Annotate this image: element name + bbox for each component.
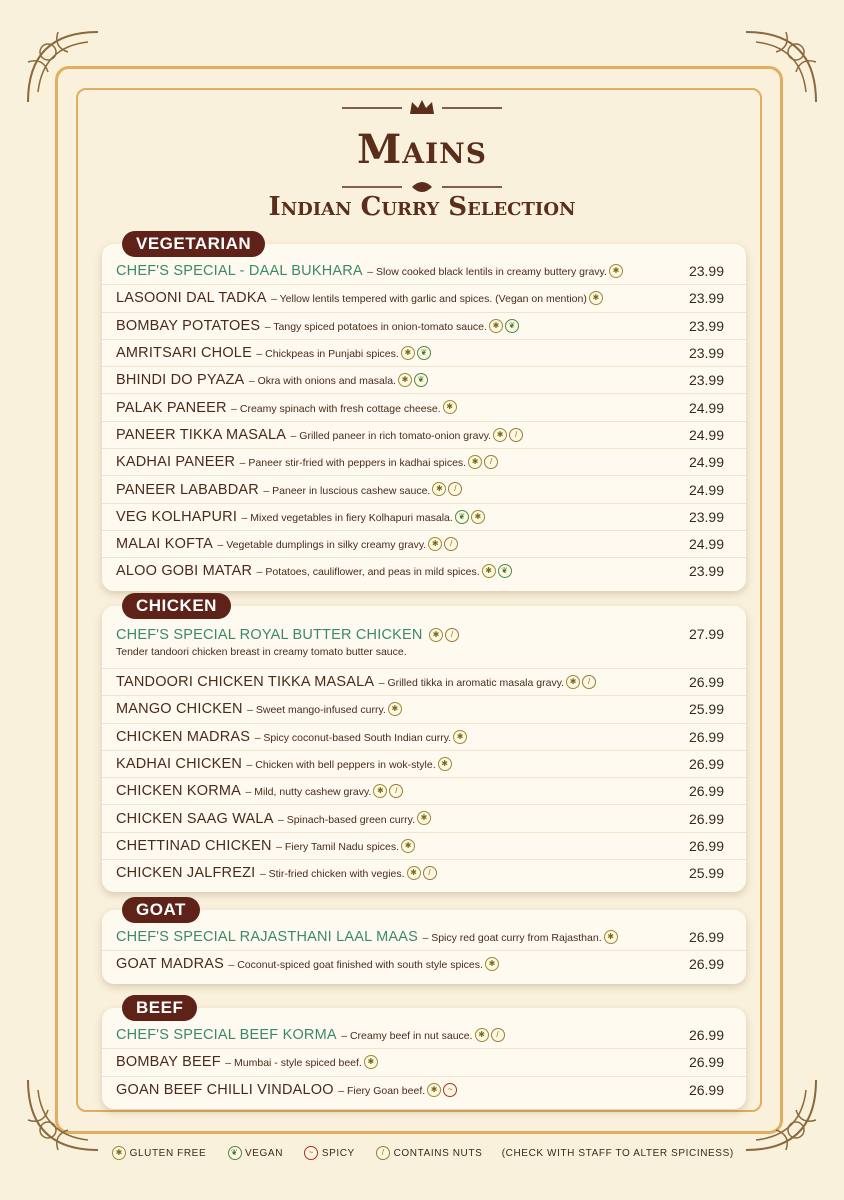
- menu-item-row: [102, 422, 746, 449]
- menu-item-text: [116, 262, 664, 280]
- menu-item-row: [102, 724, 746, 751]
- menu-item-row: [102, 696, 746, 723]
- leaf-icon: ❦: [414, 373, 428, 387]
- item-name: BOMBAY POTATOES: [116, 317, 261, 334]
- item-description: – Slow cooked black lentils in creamy buttery gravy.: [367, 266, 607, 279]
- chili-icon: ~: [304, 1146, 318, 1160]
- item-price: 23.99: [688, 317, 724, 334]
- nut-icon: /: [376, 1146, 390, 1160]
- legend: [0, 1146, 844, 1160]
- menu-item-row: [102, 504, 746, 531]
- nut-icon: /: [423, 866, 437, 880]
- menu-item-text: [116, 535, 664, 553]
- item-description: – Paneer stir-fried with peppers in kadhai spices.: [239, 457, 467, 470]
- leaf-icon: ❦: [417, 346, 431, 360]
- menu-item-row: [102, 313, 746, 340]
- item-price: 25.99: [688, 701, 724, 718]
- leaf-icon: ❦: [498, 564, 512, 578]
- menu-item-text: [116, 481, 664, 499]
- legend-gluten-free: GLUTEN FREE: [129, 1147, 207, 1159]
- menu-item-text: [116, 755, 664, 773]
- menu-item-text: [116, 317, 664, 335]
- item-description: – Creamy spinach with fresh cottage cheese.: [231, 402, 441, 415]
- menu-item-row: [102, 1077, 746, 1103]
- menu-item-text: [116, 928, 664, 946]
- item-description: – Grilled paneer in rich tomato-onion gravy.: [290, 429, 492, 442]
- page-title: Mains: [357, 126, 487, 173]
- item-description: – Potatoes, cauliflower, and peas in mild spices.: [256, 566, 480, 579]
- item-description: – Creamy beef in nut sauce.: [341, 1030, 473, 1043]
- wheat-icon: ✱: [428, 537, 442, 551]
- section-chicken: [102, 596, 746, 892]
- nut-icon: /: [444, 537, 458, 551]
- menu-item-text: [116, 453, 664, 471]
- item-name: MALAI KOFTA: [116, 536, 214, 553]
- nut-icon: /: [582, 675, 596, 689]
- item-description: – Grilled tikka in aromatic masala gravy.: [378, 677, 565, 690]
- menu-item-text: [116, 1053, 664, 1071]
- menu-item-text: [116, 700, 664, 718]
- wheat-icon: ✱: [443, 400, 457, 414]
- item-price: 26.99: [688, 929, 724, 946]
- item-name: KADHAI PANEER: [116, 454, 236, 471]
- nut-icon: /: [445, 628, 459, 642]
- item-name: CHEF'S SPECIAL ROYAL BUTTER CHICKEN: [116, 627, 423, 643]
- wheat-icon: ✱: [471, 510, 485, 524]
- item-price: 23.99: [688, 563, 724, 580]
- wheat-icon: ✱: [453, 730, 467, 744]
- item-description: – Mixed vegetables in fiery Kolhapuri masala.: [241, 511, 453, 524]
- wheat-icon: ✱: [604, 930, 618, 944]
- menu-item-row: [102, 1022, 746, 1049]
- item-description: – Yellow lentils tempered with garlic and spices. (Vegan on mention): [271, 293, 587, 306]
- wheat-icon: ✱: [401, 346, 415, 360]
- item-name: AMRITSARI CHOLE: [116, 345, 252, 362]
- menu-item-text: [116, 508, 664, 526]
- menu-item-row: [102, 449, 746, 476]
- wheat-icon: ✱: [427, 1083, 441, 1097]
- item-description: – Spinach-based green curry.: [278, 813, 415, 826]
- item-price: 23.99: [688, 290, 724, 307]
- section-vegetarian: [102, 234, 746, 591]
- item-description: – Sweet mango-infused curry.: [247, 704, 386, 717]
- item-price: 26.99: [688, 674, 724, 691]
- item-price: 26.99: [688, 756, 724, 773]
- item-price: 23.99: [688, 345, 724, 362]
- section-card: [102, 244, 746, 591]
- leaf-icon: ❦: [228, 1146, 242, 1160]
- menu-item-row: [102, 1049, 746, 1076]
- item-name: ALOO GOBI MATAR: [116, 563, 253, 580]
- wheat-icon: ✱: [475, 1028, 489, 1042]
- wheat-icon: ✱: [429, 628, 443, 642]
- menu-item-row: [102, 833, 746, 860]
- leaf-icon: ❦: [505, 319, 519, 333]
- item-name: CHICKEN MADRAS: [116, 728, 251, 745]
- item-description: – Spicy coconut-based South Indian curry.: [254, 731, 452, 744]
- item-name: CHEF'S SPECIAL RAJASTHANI LAAL MAAS: [116, 929, 418, 946]
- item-price: 26.99: [688, 1054, 724, 1071]
- wheat-icon: ✱: [398, 373, 412, 387]
- menu-item-row: [102, 669, 746, 696]
- item-name: CHICKEN KORMA: [116, 783, 242, 800]
- wheat-icon: ✱: [401, 839, 415, 853]
- item-price: 23.99: [688, 508, 724, 525]
- menu-item-text: [116, 673, 664, 691]
- wheat-icon: ✱: [609, 264, 623, 278]
- wheat-icon: ✱: [485, 957, 499, 971]
- item-description: – Chicken with bell peppers in wok-style.: [246, 759, 436, 772]
- item-name: PALAK PANEER: [116, 399, 227, 416]
- menu-item-row: [102, 476, 746, 503]
- item-price: 24.99: [688, 536, 724, 553]
- wheat-icon: ✱: [493, 428, 507, 442]
- item-price: 23.99: [688, 263, 724, 280]
- item-price: 26.99: [688, 728, 724, 745]
- item-description: Tender tandoori chicken breast in creamy tomato butter sauce.: [116, 646, 407, 658]
- menu-item-row: [102, 620, 746, 669]
- wheat-icon: ✱: [364, 1055, 378, 1069]
- nut-icon: /: [389, 784, 403, 798]
- item-price: 26.99: [688, 837, 724, 854]
- menu-item-text: [116, 399, 664, 417]
- item-description: – Spicy red goat curry from Rajasthan.: [422, 932, 602, 945]
- item-name: CHEF'S SPECIAL - DAAL BUKHARA: [116, 263, 363, 280]
- menu-item-text: [116, 864, 664, 882]
- wheat-icon: ✱: [566, 675, 580, 689]
- menu-item-row: [102, 778, 746, 805]
- legend-vegan: VEGAN: [245, 1147, 284, 1159]
- page-subtitle: Indian Curry Selection: [268, 192, 576, 222]
- item-name: KADHAI CHICKEN: [116, 756, 243, 773]
- item-price: 25.99: [688, 865, 724, 882]
- nut-icon: /: [484, 455, 498, 469]
- wheat-icon: ✱: [489, 319, 503, 333]
- wheat-icon: ✱: [589, 291, 603, 305]
- section-card: [102, 910, 746, 984]
- item-price: 23.99: [688, 372, 724, 389]
- menu-item-text: [116, 837, 664, 855]
- item-price: 26.99: [688, 1027, 724, 1044]
- menu-item-text: [116, 1081, 664, 1099]
- menu-item-row: [102, 751, 746, 778]
- nut-icon: /: [491, 1028, 505, 1042]
- item-name: MANGO CHICKEN: [116, 701, 243, 718]
- item-description: – Okra with onions and masala.: [248, 375, 396, 388]
- crown-ornament-icon: [342, 96, 502, 120]
- menu-item-text: [116, 562, 664, 580]
- item-description: – Fiery Tamil Nadu spices.: [276, 840, 400, 853]
- section-goat: [102, 900, 746, 984]
- menu-item-row: [102, 951, 746, 977]
- menu-item-text: [116, 289, 664, 307]
- wheat-icon: ✱: [482, 564, 496, 578]
- item-price: 26.99: [688, 956, 724, 973]
- item-name: GOAT MADRAS: [116, 956, 225, 973]
- chili-icon: ~: [443, 1083, 457, 1097]
- item-name: BOMBAY BEEF: [116, 1054, 221, 1071]
- menu-item-row: [102, 860, 746, 886]
- menu-item-row: [102, 285, 746, 312]
- item-price: 24.99: [688, 399, 724, 416]
- item-description: – Tangy spiced potatoes in onion-tomato sauce.: [264, 320, 487, 333]
- item-name: PANEER LABABDAR: [116, 481, 259, 498]
- item-name: CHICKEN JALFREZI: [116, 865, 256, 882]
- item-description: – Fiery Goan beef.: [338, 1084, 426, 1097]
- item-name: LASOONI DAL TADKA: [116, 290, 267, 307]
- section-beef: [102, 998, 746, 1109]
- menu-item-text: [116, 426, 664, 444]
- item-description: – Mild, nutty cashew gravy.: [245, 786, 372, 799]
- wheat-icon: ✱: [388, 702, 402, 716]
- section-card: [102, 1008, 746, 1109]
- menu-item-text: [116, 955, 664, 973]
- item-name: PANEER TIKKA MASALA: [116, 426, 287, 443]
- leaf-icon: ❦: [455, 510, 469, 524]
- menu-item-text: [116, 626, 664, 658]
- item-name: BHINDI DO PYAZA: [116, 372, 245, 389]
- item-price: 24.99: [688, 426, 724, 443]
- section-label: CHICKEN: [122, 593, 231, 619]
- item-price: 26.99: [688, 810, 724, 827]
- nut-icon: /: [448, 482, 462, 496]
- wheat-icon: ✱: [432, 482, 446, 496]
- item-description: – Chickpeas in Punjabi spices.: [256, 348, 399, 361]
- nut-icon: /: [509, 428, 523, 442]
- legend-spicy: SPICY: [321, 1147, 355, 1159]
- menu-item-row: [102, 558, 746, 584]
- item-price: 26.99: [688, 1081, 724, 1098]
- item-name: CHICKEN SAAG WALA: [116, 810, 274, 827]
- item-name: CHEF'S SPECIAL BEEF KORMA: [116, 1027, 337, 1044]
- wheat-icon: ✱: [407, 866, 421, 880]
- item-price: 24.99: [688, 454, 724, 471]
- item-price: 26.99: [688, 783, 724, 800]
- menu-item-row: [102, 924, 746, 951]
- item-name: GOAN BEEF CHILLI VINDALOO: [116, 1081, 334, 1098]
- menu-item-text: [116, 344, 664, 362]
- menu-item-row: [102, 531, 746, 558]
- item-price: 27.99: [688, 626, 724, 642]
- legend-note: (CHECK WITH STAFF TO ALTER SPICINESS): [501, 1147, 734, 1159]
- item-description: – Stir-fried chicken with vegies.: [259, 868, 405, 881]
- menu-item-text: [116, 782, 664, 800]
- section-label: VEGETARIAN: [122, 231, 265, 257]
- title-block: [0, 96, 844, 204]
- item-name: CHETTINAD CHICKEN: [116, 837, 272, 854]
- section-label: BEEF: [122, 995, 197, 1021]
- section-label: GOAT: [122, 897, 200, 923]
- wheat-icon: ✱: [468, 455, 482, 469]
- menu-item-text: [116, 728, 664, 746]
- menu-item-row: [102, 258, 746, 285]
- menu-item-row: [102, 394, 746, 421]
- item-description: – Mumbai - style spiced beef.: [225, 1057, 362, 1070]
- item-description: – Paneer in luscious cashew sauce.: [263, 484, 431, 497]
- item-price: 24.99: [688, 481, 724, 498]
- menu-item-row: [102, 367, 746, 394]
- menu-item-row: [102, 340, 746, 367]
- menu-item-text: [116, 810, 664, 828]
- menu-item-row: [102, 805, 746, 832]
- menu-item-text: [116, 1026, 664, 1044]
- menu-item-text: [116, 371, 664, 389]
- legend-nuts: CONTAINS NUTS: [393, 1147, 483, 1159]
- wheat-icon: ✱: [438, 757, 452, 771]
- item-description: – Coconut-spiced goat finished with south style spices.: [228, 959, 483, 972]
- item-description: – Vegetable dumplings in silky creamy gravy.: [217, 539, 427, 552]
- item-name: TANDOORI CHICKEN TIKKA MASALA: [116, 674, 375, 691]
- wheat-icon: ✱: [112, 1146, 126, 1160]
- section-card: [102, 606, 746, 892]
- item-name: VEG KOLHAPURI: [116, 508, 238, 525]
- wheat-icon: ✱: [373, 784, 387, 798]
- wheat-icon: ✱: [417, 811, 431, 825]
